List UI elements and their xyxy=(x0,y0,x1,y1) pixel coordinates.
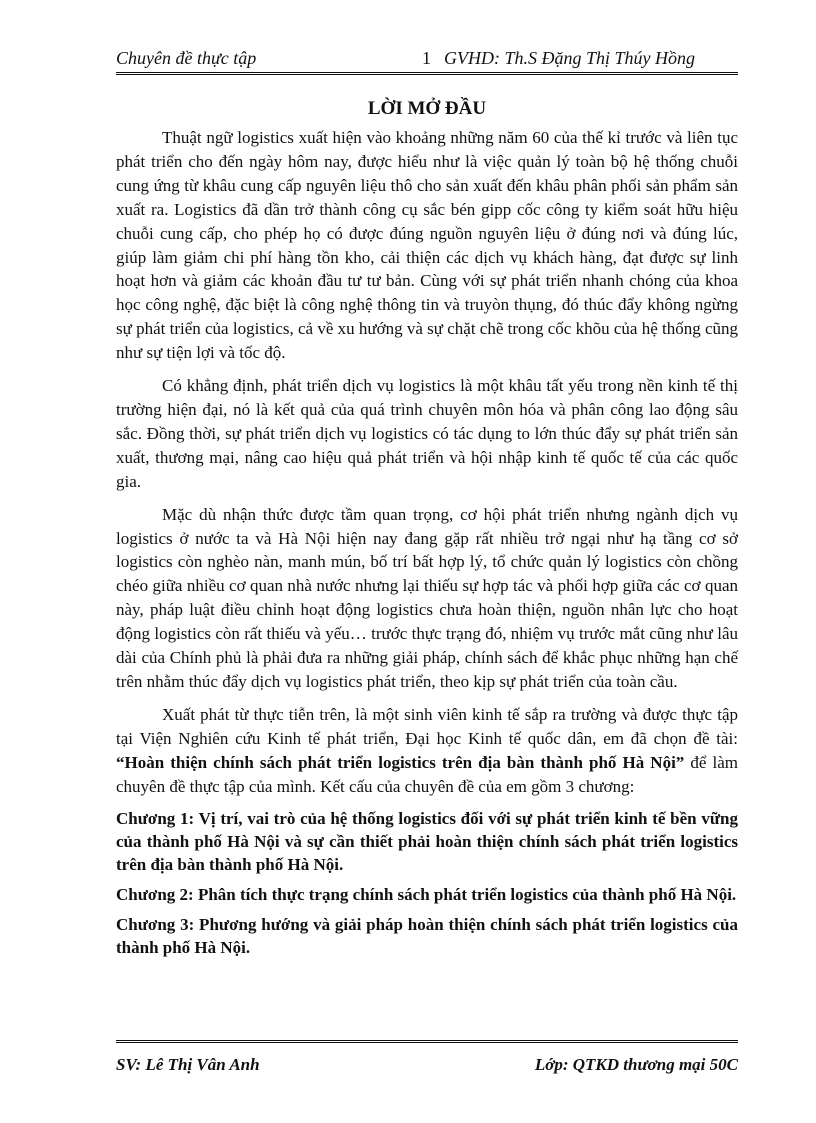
document-body xyxy=(116,126,738,966)
page-footer xyxy=(116,1040,738,1081)
document-title: LỜI MỞ ĐẦU xyxy=(367,98,487,119)
header-page-number: 1 xyxy=(422,48,431,68)
page-header xyxy=(116,46,738,75)
intro-text-after: để làm chuyên đề thực tập của mình. Kết cấu của chuyên đề của em gồm 3 chương: xyxy=(116,752,738,796)
paragraph-2: Có khẳng định, phát triển dịch vụ logistics là một khâu tất yếu trong nền kinh tế thị trường hiện đại, nó là kết quả của quá trình chuyên môn hóa và phân công lao động sâu sắc. Đồng thời, sự phát triển dịch vụ logistics có tác dụng to lớn thúc đẩy sự phát triển sản xuất, thương mại, nâng cao hiệu quả phát triển và hội nhập kinh tế quốc tế của các quốc gia. xyxy=(116,376,738,491)
intro-topic: “Hoàn thiện chính sách phát triển logistics trên địa bàn thành phố Hà Nội” xyxy=(116,752,685,772)
header-course-title: Chuyên đề thực tập xyxy=(116,48,257,68)
document-page xyxy=(116,0,738,1123)
paragraph-3: Mặc dù nhận thức được tầm quan trọng, cơ hội phát triển nhưng ngành dịch vụ logistics ở nước ta và Hà Nội hiện nay đang gặp rất nhiều trở ngại như hạ tầng cơ sở logistics còn nghèo nàn, manh mún, bố trí bất hợp lý, tổ chức quản lý logistics còn chồng chéo giữa nhiều cơ quan nhà nước nhưng lại thiếu sự hợp tác và phối hợp giữa các cơ quan này, pháp luật điều chỉnh hoạt động logistics chưa hoàn thiện, nguồn nhân lực cho hoạt động logistics còn rất thiếu và yếu… trước thực trạng đó, nhiệm vụ trước mắt cũng như lâu dài của Chính phủ là phải đưa ra những giải pháp, chính sách để khắc phục những hạn chế trên nhằm thúc đẩy dịch vụ logistics phát triển, theo kịp sự phát triển của toàn cầu. xyxy=(116,504,738,691)
chapter-3: Chương 3: Phương hướng và giải pháp hoàn thiện chính sách phát triển logistics của thành phố Hà Nội. xyxy=(116,915,738,958)
chapter-1: Chương 1: Vị trí, vai trò của hệ thống logistics đối với sự phát triển kinh tế bền vững của thành phố Hà Nội và sự cần thiết phải hoàn thiện chính sách phát triển logistics trên địa bàn thành phố Hà Nội. xyxy=(116,809,738,875)
intro-text-before: Xuất phát từ thực tiễn trên, là một sinh viên kinh tế sắp ra trường và được thực tập tại Viện Nghiên cứu Kinh tế phát triển, Đại học Kinh tế quốc dân, em đã chọn đề tài: xyxy=(116,704,738,748)
paragraph-1: Thuật ngữ logistics xuất hiện vào khoảng những năm 60 của thế kỉ trước và liên tục phát triển cho đến ngày hôm nay, được hiểu như là việc quản lý toàn bộ hệ thống chuỗi cung ứng từ khâu cung cấp nguyên liệu thô cho sản xuất đến khâu phân phối sản phẩm sản xuất ra. Logistics đã dần trở thành công cụ sắc bén gipp cốc công ty kiểm soát hữu hiệu chuỗi cung cấp, cho phép họ có được đúng nguồn nguyên liệu ở đúng nơi và đúng lúc, giúp làm giảm chi phí hàng tồn kho, cải thiện các dịch vụ khách hàng, đạt được sự linh hoạt hơn và giảm các khoản đầu tư tư bản. Cùng với sự phát triển nhanh chóng của khoa học công nghệ, đặc biệt là công nghệ thông tin và truyòn thụng, đó thúc đẩy không ngừng sự phát triển của logistics, cả về xu hướng và sự chặt chẽ trong cốc khõu của hệ thống cũng như sự tiện lợi và tốc độ. xyxy=(116,128,739,363)
footer-class: Lớp: QTKD thương mại 50C xyxy=(534,1055,738,1074)
footer-student: SV: Lê Thị Vân Anh xyxy=(116,1055,260,1074)
chapter-2: Chương 2: Phân tích thực trạng chính sách phát triển logistics của thành phố Hà Nội. xyxy=(116,885,737,905)
header-supervisor: GVHD: Th.S Đặng Thị Thúy Hồng xyxy=(444,48,696,68)
paragraph-intro xyxy=(116,703,738,799)
